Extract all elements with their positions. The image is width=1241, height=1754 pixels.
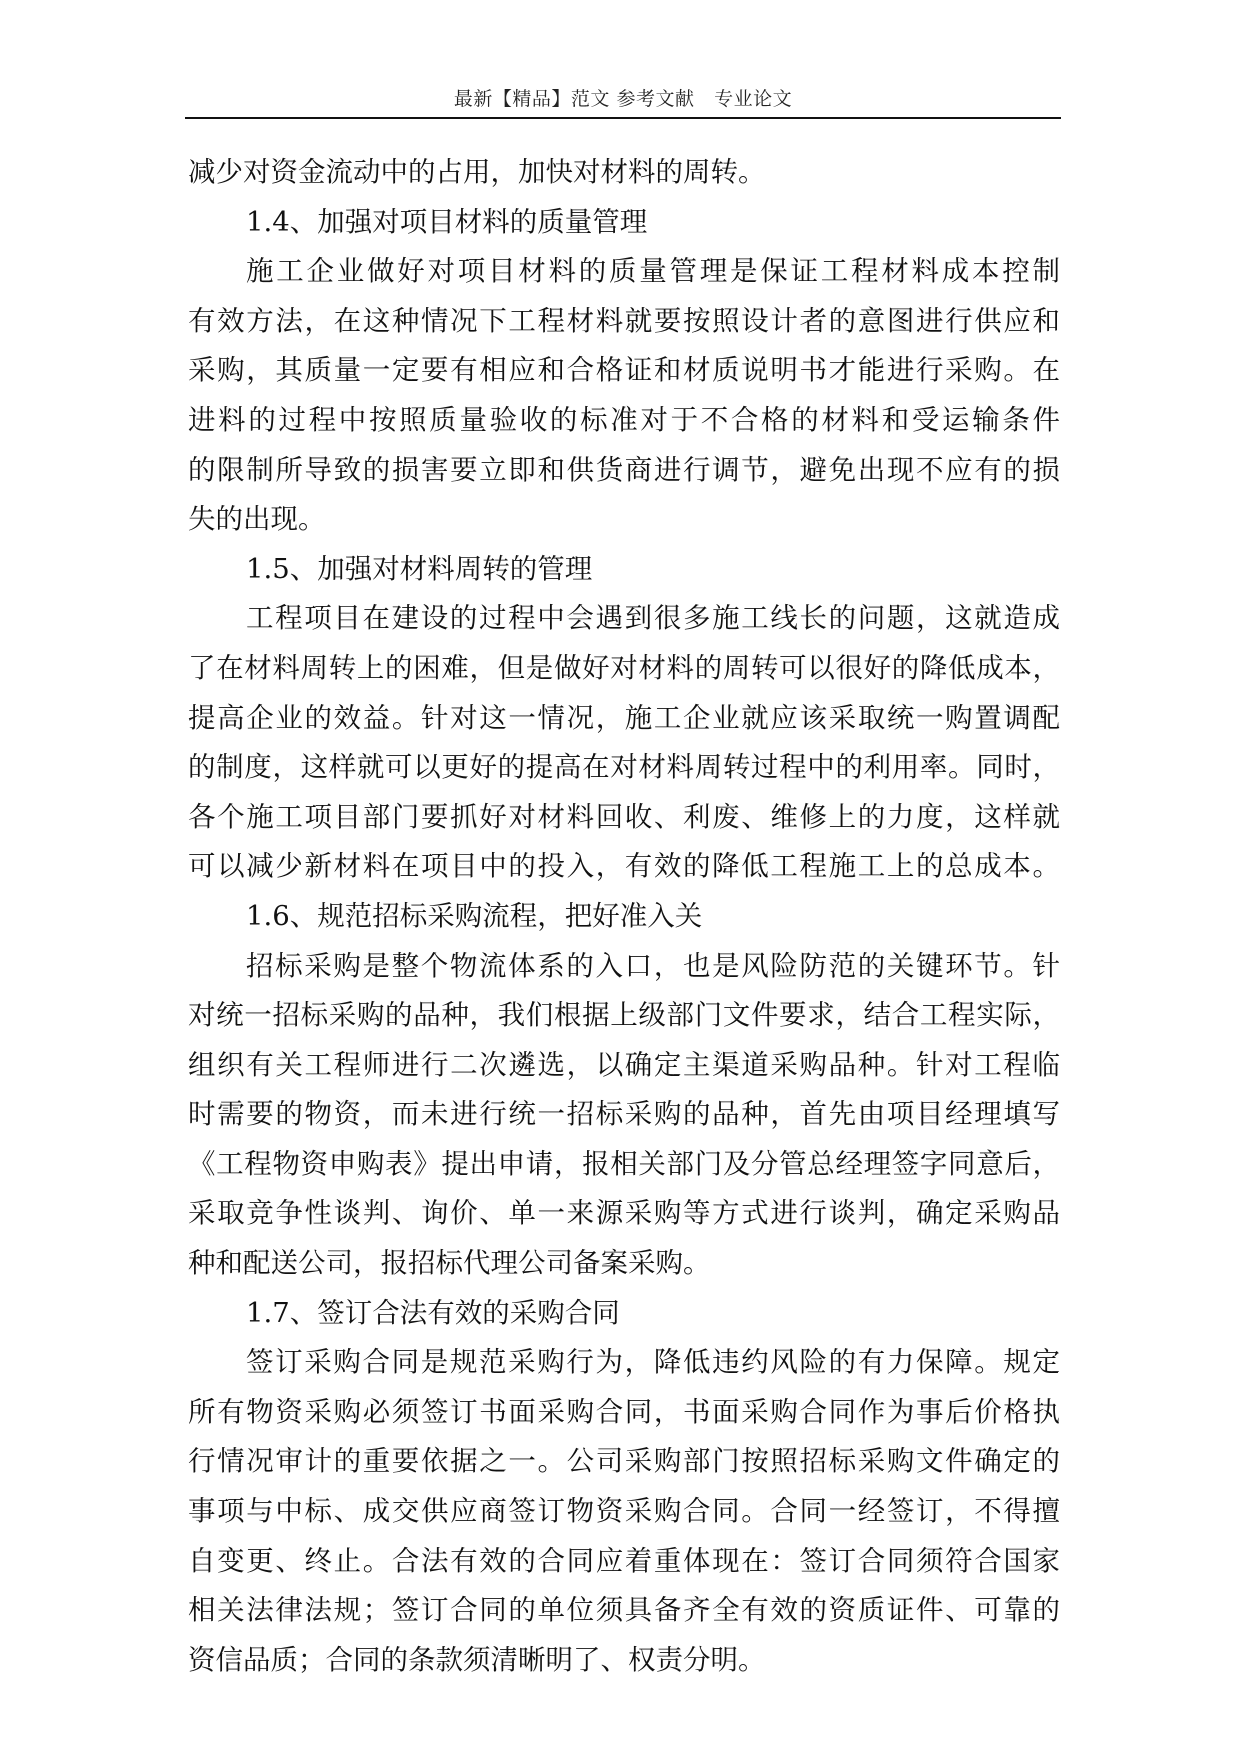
text-line: 自变更、终止。合法有效的合同应着重体现在：签订合同须符合国家 [188,1544,1060,1577]
text-line: 相关法律法规；签订合同的单位须具备齐全有效的资质证件、可靠的 [188,1594,1060,1627]
text-line: 失的出现。 [188,503,326,536]
text-line: 的限制所导致的损害要立即和供货商进行调节，避免出现不应有的损 [188,453,1060,486]
text-line: 招标采购是整个物流体系的入口，也是风险防范的关键环节。针 [246,949,1060,982]
text-line: 1.7、签订合法有效的采购合同 [246,1296,620,1329]
text-line: 可以减少新材料在项目中的投入，有效的降低工程施工上的总成本。 [188,850,1060,883]
text-line: 工程项目在建设的过程中会遇到很多施工线长的问题，这就造成 [246,602,1060,635]
text-line: 组织有关工程师进行二次遴选，以确定主渠道采购品种。针对工程临 [188,1048,1060,1081]
text-line: 时需要的物资，而未进行统一招标采购的品种，首先由项目经理填写 [188,1098,1060,1131]
text-line: 事项与中标、成交供应商签订物资采购合同。合同一经签订，不得擅 [188,1495,1060,1528]
text-line: 行情况审计的重要依据之一。公司采购部门按照招标采购文件确定的 [188,1445,1060,1478]
text-line: 减少对资金流动中的占用，加快对材料的周转。 [188,156,766,188]
text-line: 的制度，这样就可以更好的提高在对材料周转过程中的利用率。同时， [188,751,1060,784]
text-line: 各个施工项目部门要抓好对材料回收、利废、维修上的力度，这样就 [188,800,1060,833]
text-line: 了在材料周转上的困难，但是做好对材料的周转可以很好的降低成本， [188,651,1060,684]
text-line: 所有物资采购必须签订书面采购合同，书面采购合同作为事后价格执 [188,1395,1060,1428]
header-divider [185,117,1061,119]
text-line: 1.6、规范招标采购流程，把好准入关 [246,899,703,932]
text-line: 1.4、加强对项目材料的质量管理 [246,205,648,238]
text-line: 1.5、加强对材料周转的管理 [246,552,593,585]
text-line: 采购，其质量一定要有相应和合格证和材质说明书才能进行采购。在 [188,354,1060,387]
text-line: 资信品质；合同的条款须清晰明了、权责分明。 [188,1643,766,1676]
text-line: 有效方法，在这种情况下工程材料就要按照设计者的意图进行供应和 [188,304,1060,337]
document-body [188,148,1060,1685]
page-header: 最新【精品】范文 参考文献 专业论文 [453,88,793,110]
text-line: 提高企业的效益。针对这一情况，施工企业就应该采取统一购置调配 [188,701,1060,734]
text-line: 施工企业做好对项目材料的质量管理是保证工程材料成本控制 [246,255,1060,288]
text-line: 《工程物资申购表》提出申请，报相关部门及分管总经理签字同意后， [188,1147,1060,1180]
text-line: 进料的过程中按照质量验收的标准对于不合格的材料和受运输条件 [188,403,1060,436]
text-line: 对统一招标采购的品种，我们根据上级部门文件要求，结合工程实际， [188,999,1060,1032]
text-line: 签订采购合同是规范采购行为，降低违约风险的有力保障。规定 [246,1346,1060,1379]
text-line: 采取竞争性谈判、询价、单一来源采购等方式进行谈判，确定采购品 [188,1197,1060,1230]
text-line: 种和配送公司，报招标代理公司备案采购。 [188,1247,711,1280]
